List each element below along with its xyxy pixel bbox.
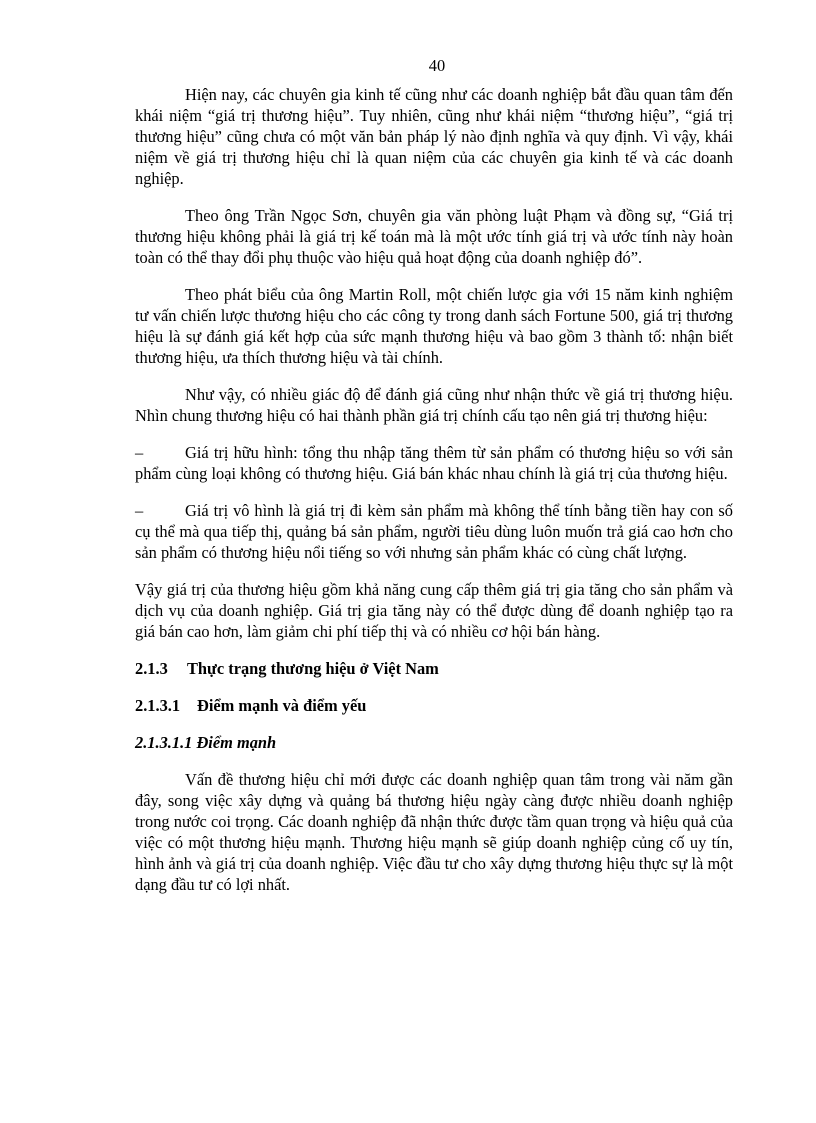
heading-number: 2.1.3.1: [135, 696, 181, 715]
bullet-dash: –: [135, 501, 144, 520]
heading-text: Điểm mạnh và điểm yếu: [197, 696, 367, 715]
bullet-dash: –: [135, 443, 144, 462]
paragraph-tran-ngoc-son-quote: Theo ông Trần Ngọc Sơn, chuyên gia văn phòng luật Phạm và đồng sự, “Giá trị thương hiệu không phải là giá trị kế toán mà là một ước tính giá trị và ước tính này hoàn toàn có thể thay đổi phụ thuộc vào hiệu quả hoạt động của doanh nghiệp đó”.: [135, 206, 733, 267]
heading-section-2-1-3-1: [135, 695, 733, 716]
paragraph-two-components: Như vậy, có nhiều giác độ để đánh giá cũng như nhận thức về giá trị thương hiệu. Nhìn chung thương hiệu có hai thành phần giá trị chính cấu tạo nên giá trị thương hiệu:: [135, 385, 733, 425]
bullet-item-intangible-value: [135, 500, 733, 563]
paragraph-value-summary: Vậy giá trị của thương hiệu gồm khả năng cung cấp thêm giá trị gia tăng cho sản phẩm và dịch vụ của doanh nghiệp. Giá trị gia tăng này có thể được dùng để doanh nghiệp tạo ra giá bán cao hơn, làm giảm chi phí tiếp thị và có nhiều cơ hội bán hàng.: [135, 580, 733, 641]
paragraph-brand-value-intro: Hiện nay, các chuyên gia kinh tế cũng như các doanh nghiệp bắt đầu quan tâm đến khái niệm “giá trị thương hiệu”. Tuy nhiên, cũng như khái niệm “thương hiệu”, “giá trị thương hiệu” cũng chưa có một văn bản pháp lý nào định nghĩa và quy định. Vì vậy, khái niệm về giá trị thương hiệu chỉ là quan niệm của các chuyên gia kinh tế và các doanh nghiệp.: [135, 85, 733, 188]
heading-section-2-1-3: [135, 658, 733, 679]
document-page: [135, 55, 733, 911]
bullet-text: Giá trị vô hình là giá trị đi kèm sản phẩm mà không thể tính bằng tiền hay con số cụ thể mà qua tiếp thị, quảng bá sản phẩm, người tiêu dùng luôn muốn trả giá cao hơn cho sản phẩm có thương hiệu nổi tiếng so với nhưng sản phẩm khác có cùng chất lượng.: [135, 501, 733, 562]
heading-text: Thực trạng thương hiệu ở Việt Nam: [187, 659, 439, 678]
heading-number: 2.1.3: [135, 659, 168, 678]
page-number: 40: [428, 56, 446, 75]
bullet-item-tangible-value: [135, 442, 733, 484]
heading-section-2-1-3-1-1: 2.1.3.1.1 Điểm mạnh: [135, 733, 277, 752]
paragraph-martin-roll: Theo phát biểu của ông Martin Roll, một chiến lược gia với 15 năm kinh nghiệm tư vấn chiến lược thương hiệu cho các công ty trong danh sách Fortune 500, giá trị thương hiệu là sự đánh giá kết hợp của sức mạnh thương hiệu và bao gồm 3 thành tố: nhận biết thương hiệu, ưa thích thương hiệu và tài chính.: [135, 285, 733, 367]
bullet-text: Giá trị hữu hình: tổng thu nhập tăng thêm từ sản phẩm có thương hiệu so với sản phẩm cùng loại không có thương hiệu. Giá bán khác nhau chính là giá trị của thương hiệu.: [135, 443, 733, 483]
paragraph-strengths: Vấn đề thương hiệu chỉ mới được các doanh nghiệp quan tâm trong vài năm gần đây, song việc xây dựng và quảng bá thương hiệu ngày càng được nhiều doanh nghiệp trong nước coi trọng. Các doanh nghiệp đã nhận thức được tầm quan trọng và hiệu quả của việc có một thương hiệu mạnh. Thương hiệu mạnh sẽ giúp doanh nghiệp củng cố uy tín, hình ảnh và giá trị của doanh nghiệp. Việc đầu tư cho xây dựng thương hiệu thực sự là một dạng đầu tư có lợi nhất.: [135, 770, 733, 894]
